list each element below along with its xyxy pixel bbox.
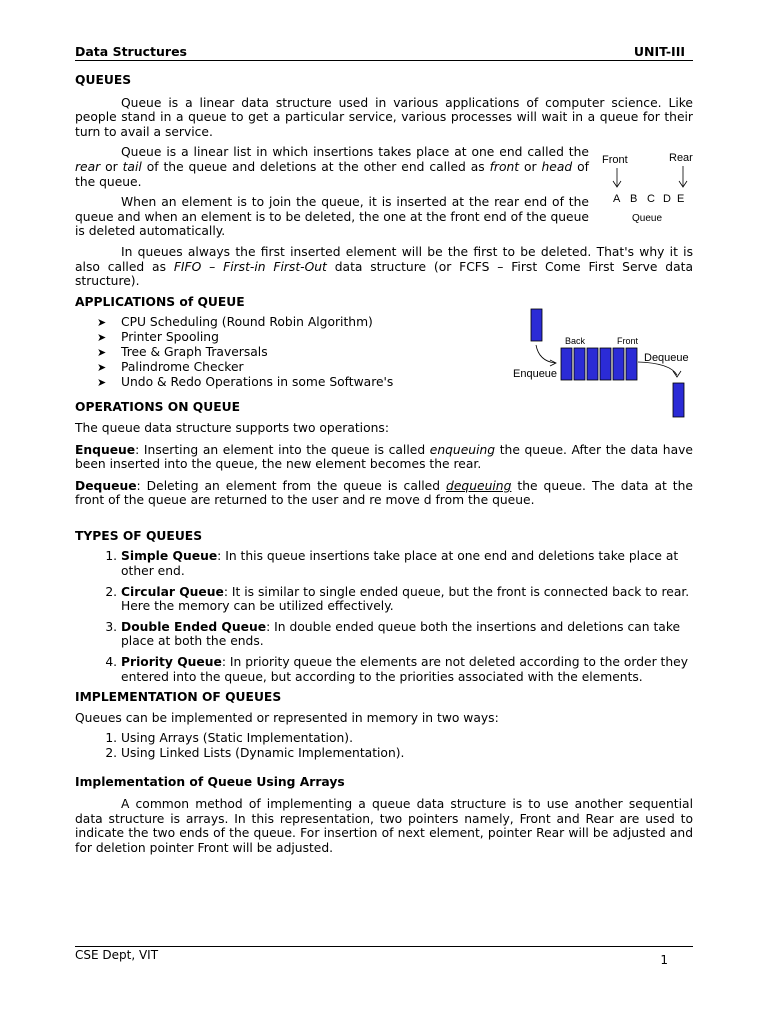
text-run: data structure (or FCFS – First Come First Serve data structure).: [75, 259, 693, 289]
list-item: [97, 330, 457, 345]
list-item-text: Printer Spooling: [121, 330, 219, 345]
enqueue-label: Enqueue: [513, 368, 558, 380]
queue-letter: E: [677, 193, 685, 205]
dequeuing-term: dequeuing: [446, 478, 512, 493]
enqueuing-term: enqueuing: [429, 442, 496, 457]
list-item-text: Undo & Redo Operations in some Software's: [121, 375, 394, 390]
list-item: [121, 620, 693, 649]
list-item: 2. Using Linked Lists (Dynamic Implementation).: [121, 746, 693, 761]
type-term: Simple Queue: [121, 549, 218, 564]
queues-join-paragraph: When an element is to join the queue, it is inserted at the rear end of the queue and when an element is to be deleted, the one at the front end of the queue is deleted automatically.: [75, 195, 589, 239]
text-run: of the queue and deletions at the other end called as: [141, 159, 490, 174]
type-term: Circular Queue: [121, 584, 224, 599]
arrow-bullet-icon: ➤: [97, 376, 107, 390]
dequeue-term: Dequeue: [75, 478, 137, 493]
page-footer: [75, 946, 693, 967]
figure-front-label: Front: [602, 154, 628, 166]
arrow-bullet-icon: ➤: [97, 346, 107, 360]
implementation-intro: Queues can be implemented or represented in memory in two ways:: [75, 710, 499, 725]
applications-heading: APPLICATIONS of QUEUE: [75, 294, 245, 309]
text-run: or: [519, 159, 542, 174]
list-item: [97, 345, 457, 360]
text-run: : Inserting an element into the queue is called: [135, 442, 430, 457]
type-text: : It is similar to single ended queue, but the front is connected back to rear. Here the memory can be utilized effectively.: [121, 584, 690, 614]
arrow-bullet-icon: ➤: [97, 316, 107, 330]
figure-rear-label: Rear: [669, 152, 693, 164]
list-item-text: Palindrome Checker: [121, 360, 244, 375]
array-implementation-paragraph: A common method of implementing a queue data structure is to use another sequential data structure is arrays. In this representation, two pointers namely, Front and Rear are used to indicate the two ends of the queue. For insertion of next element, pointer Rear will be adjusted and for deletion pointer Front will be adjusted.: [75, 797, 693, 855]
list-item: 1. Using Arrays (Static Implementation).: [121, 731, 693, 746]
operations-heading: OPERATIONS ON QUEUE: [75, 400, 240, 415]
list-item: [121, 655, 693, 684]
list-item-text: Tree & Graph Traversals: [121, 345, 268, 360]
type-text: : In priority queue the elements are not deleted according to the order they entered into the queue, but according to the priorities associated with the elements.: [121, 655, 688, 684]
list-item: [97, 375, 457, 390]
queue-letter: D: [663, 193, 671, 205]
enqueue-term: Enqueue: [75, 442, 136, 457]
footer-dept: CSE Dept, VIT: [75, 948, 159, 962]
page-header: [75, 44, 693, 61]
queue-caption: Queue: [632, 213, 663, 224]
text-run: or: [100, 159, 123, 174]
types-heading: TYPES OF QUEUES: [75, 528, 203, 543]
list-item: [97, 315, 457, 330]
implementation-list: [75, 731, 693, 760]
list-item: [121, 549, 693, 578]
queues-heading: QUEUES: [75, 73, 132, 87]
term-front: front: [489, 159, 520, 174]
text-run: Queue is a linear list in which insertions takes place at one end called the: [121, 145, 589, 160]
dequeue-paragraph: [75, 479, 693, 508]
header-unit: UNIT-III: [633, 44, 685, 59]
page-content: [75, 73, 693, 856]
queue-letter: B: [630, 193, 638, 205]
applications-list: [75, 315, 457, 390]
array-implementation-heading: Implementation of Queue Using Arrays: [75, 774, 345, 789]
type-text: : In double ended queue both the insertions and deletions can take place at both the ends.: [121, 619, 681, 649]
implementation-heading: IMPLEMENTATION OF QUEUES: [75, 690, 282, 705]
queue-letter: C: [647, 193, 655, 205]
front-label: Front: [617, 336, 639, 346]
type-term: Priority Queue: [121, 655, 222, 670]
fifo-term: FIFO – First-in First-Out: [173, 259, 327, 274]
text-run: : Deleting an element from the queue is called: [136, 478, 447, 493]
list-item: [97, 360, 457, 375]
arrow-bullet-icon: ➤: [97, 361, 107, 375]
text-run: the queue. After the data have been inserted into the queue, the new element becomes the rear.: [75, 442, 693, 472]
header-title: Data Structures: [75, 44, 187, 59]
enqueue-paragraph: [75, 443, 693, 472]
queues-intro-paragraph: Queue is a linear data structure used in various applications of computer science. Like people stand in a queue to get a particular service, various processes will wait in a queue for their turn to avail a service.: [75, 95, 693, 139]
fifo-paragraph: [75, 245, 693, 289]
term-head: head: [541, 159, 573, 174]
queues-definition-paragraph: [75, 145, 589, 189]
dequeue-label: Dequeue: [644, 352, 689, 364]
term-rear: rear: [75, 159, 101, 174]
types-list: [75, 549, 693, 684]
arrow-bullet-icon: ➤: [97, 331, 107, 345]
page-number: 1: [660, 953, 668, 967]
queue-letter: A: [613, 193, 621, 205]
operations-intro: The queue data structure supports two operations:: [75, 420, 389, 435]
text-run: the queue. The data at the front of the queue are returned to the user and re move d from the queue.: [75, 478, 693, 508]
list-item-text: CPU Scheduling (Round Robin Algorithm): [121, 315, 373, 330]
term-tail: tail: [122, 159, 142, 174]
text-run: In queues always the first inserted element will be the first to be deleted. That's why it is also called as: [75, 244, 693, 274]
list-item: [121, 585, 693, 614]
type-term: Double Ended Queue: [121, 619, 267, 634]
text-run: of the queue.: [75, 159, 589, 189]
type-text: : In this queue insertions take place at one end and deletions take place at other end.: [121, 549, 679, 579]
back-label: Back: [565, 336, 586, 346]
